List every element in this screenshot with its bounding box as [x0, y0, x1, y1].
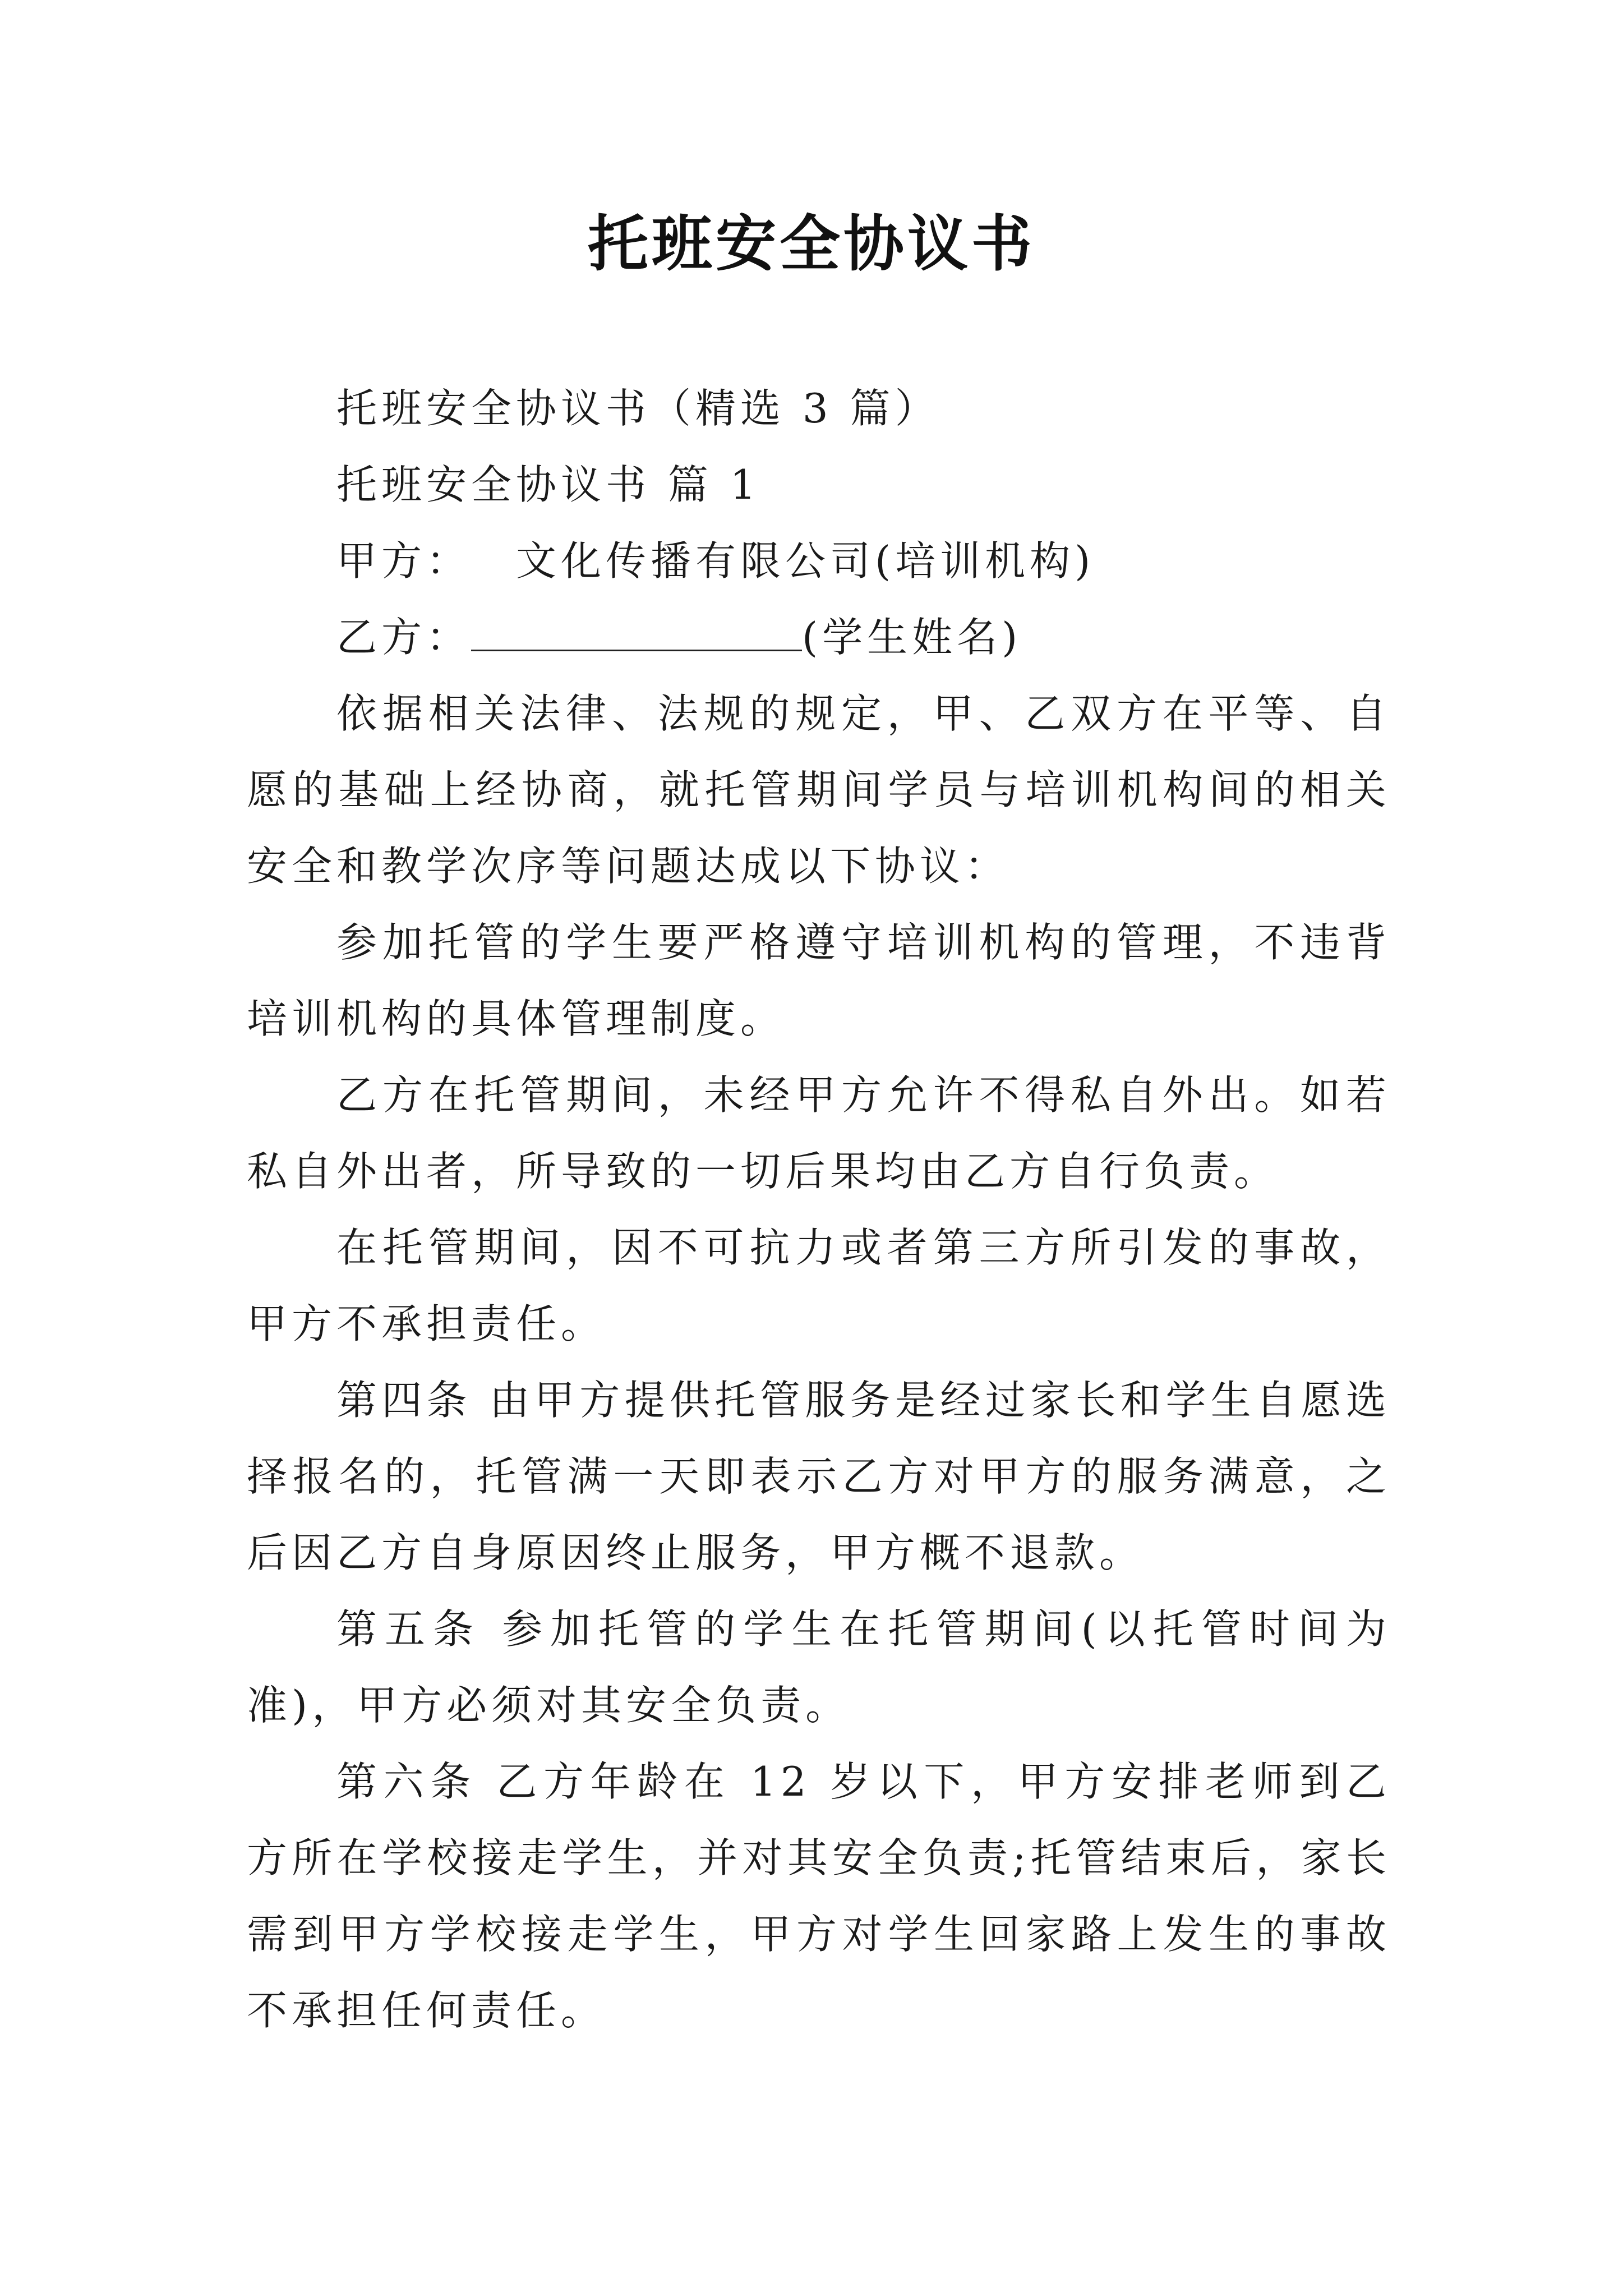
- party-b-line: [247, 599, 1391, 675]
- party-a-line: [247, 523, 1391, 599]
- section-heading: 托班安全协议书 篇 1: [336, 461, 760, 508]
- document-body: [247, 370, 1391, 2049]
- paragraph-clause-6: 第六条 乙方年龄在 12 岁以下，甲方安排老师到乙方所在学校接走学生，并对其安全负责;托管结束后，家长需到甲方学校接走学生，甲方对学生回家路上发生的事故不承担任何责任。: [247, 1758, 1391, 2034]
- party-b-suffix: (学生姓名): [802, 614, 1022, 661]
- party-b-label: 乙方：: [336, 614, 472, 661]
- paragraph-clause-1: 参加托管的学生要严格遵守培训机构的管理，不违背培训机构的具体管理制度。: [247, 919, 1391, 1042]
- party-a-label: 甲方：: [336, 537, 472, 585]
- paragraph-clause-5: 第五条 参加托管的学生在托管期间(以托管时间为准)，甲方必须对其安全负责。: [247, 1605, 1391, 1729]
- party-b-blank-line: [471, 613, 802, 651]
- party-a-value: 文化传播有限公司(培训机构): [516, 537, 1095, 585]
- document-title: 托班安全协议书: [587, 209, 1035, 279]
- paragraph-clause-2: 乙方在托管期间，未经甲方允许不得私自外出。如若私自外出者，所导致的一切后果均由乙方自行负责。: [247, 1071, 1391, 1195]
- paragraph-clause-4: 第四条 由甲方提供托管服务是经过家长和学生自愿选择报名的，托管满一天即表示乙方对甲方的服务满意，之后因乙方自身原因终止服务，甲方概不退款。: [247, 1377, 1391, 1576]
- document-subtitle: 托班安全协议书（精选 3 篇）: [336, 385, 940, 432]
- paragraph-intro: 依据相关法律、法规的规定，甲、乙双方在平等、自愿的基础上经协商，就托管期间学员与培训机构间的相关安全和教学次序等问题达成以下协议：: [247, 690, 1391, 890]
- paragraph-clause-3: 在托管期间，因不可抗力或者第三方所引发的事故，甲方不承担责任。: [247, 1224, 1391, 1347]
